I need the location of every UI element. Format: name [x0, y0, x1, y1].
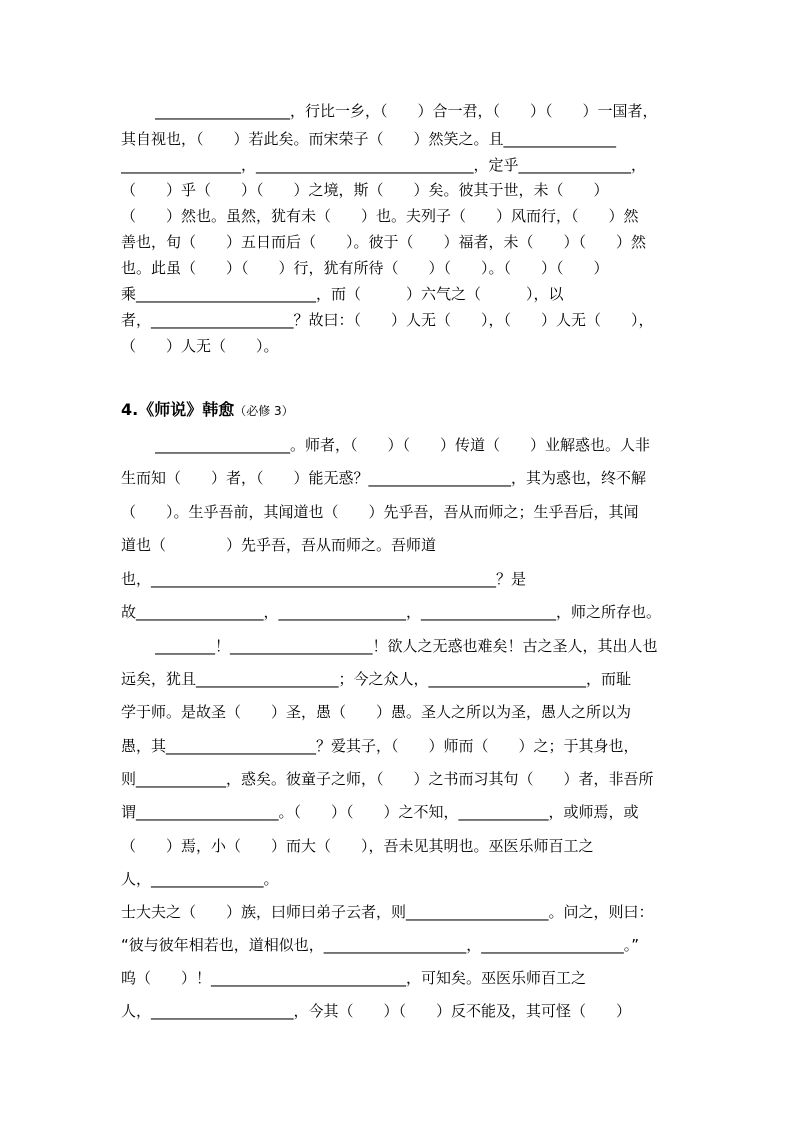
- shishuo-line-16: “彼与彼年相若也，道相似也，___________________，___________________。”: [121, 936, 640, 954]
- prev-line-2: 其自视也，（ ）若此矣。而宋荣子（ ）然笑之。且_______________: [121, 130, 617, 148]
- section-4-heading: [121, 399, 294, 422]
- shishuo-line-5: 也，______________________________________________？是: [121, 570, 527, 588]
- prev-line-10: （ ）人无（ ）。: [121, 337, 279, 355]
- shishuo-line-9: 学于师。是故圣（ ）圣，愚（ ）愚。圣人之所以为圣，愚人之所以为: [121, 703, 632, 721]
- shishuo-line-10: 愚，其____________________？爱其子，（ ）师而（ ）之；于其身也，: [121, 737, 639, 755]
- shishuo-line-4: 道也（ ）先乎吾，吾从而师之。吾师道: [121, 536, 437, 554]
- section-4-note: （必修 3）: [234, 404, 294, 418]
- shishuo-line-11: 则____________，惑矣。彼童子之师，（ ）之书而习其句（ ）者，非吾所: [121, 770, 654, 788]
- shishuo-line-6: 故_________________，_________________，__________________，师之所存也。: [121, 603, 662, 621]
- prev-line-9: 者，___________________？故曰：（ ）人无（ ），（ ）人无（ ），: [121, 311, 654, 329]
- shishuo-line-12: 谓___________________。（ ）（ ）之不知，____________，或师焉，或: [121, 803, 639, 821]
- section-4-title: 4.《师说》韩愈: [121, 400, 235, 419]
- shishuo-line-7: ________！___________________！欲人之无惑也难矣！古之圣人，其出人也: [155, 637, 658, 655]
- prev-line-1: __________________，行比一乡，（ ）合一君，（ ）（ ）一国者，: [155, 102, 658, 120]
- shishuo-line-3: （ ）。生乎吾前，其闻道也（ ）先乎吾，吾从而师之；生乎吾后，其闻: [121, 503, 639, 521]
- shishuo-line-14: 人，_______________。: [121, 870, 279, 888]
- prev-line-3: ________________，_____________________________，定乎_______________，: [121, 156, 647, 174]
- shishuo-line-13: （ ）焉，小（ ）而大（ ），吾未见其明也。巫医乐师百工之: [121, 837, 594, 855]
- shishuo-line-15: 士大夫之（ ）族，曰师曰弟子云者，则___________________。问之，则曰：: [121, 903, 654, 921]
- prev-line-5: （ ）然也。虽然，犹有未（ ）也。夫列子（ ）风而行，（ ）然: [121, 207, 639, 225]
- shishuo-line-2: 生而知（ ）者，（ ）能无惑？___________________，其为惑也，终不解: [121, 469, 647, 487]
- shishuo-line-18: 人，___________________，今其（ ）（ ）反不能及，其可怪（ ）: [121, 1002, 632, 1020]
- prev-line-8: 乘________________________，而（ ）六气之（ ），以: [121, 285, 564, 303]
- shishuo-line-8: 远矣，犹且___________________；今之众人，_____________________，而耻: [121, 670, 632, 688]
- prev-line-7: 也。此虽（ ）（ ）行，犹有所待（ ）（ ）。（ ）（ ）: [121, 259, 609, 277]
- shishuo-line-17: 呜（ ）！__________________________，可知矣。巫医乐师百工之: [121, 969, 587, 987]
- prev-line-6: 善也，旬（ ）五日而后（ ）。彼于（ ）福者，未（ ）（ ）然: [121, 233, 647, 251]
- prev-line-4: （ ）乎（ ）（ ）之境，斯（ ）矣。彼其于世，未（ ）: [121, 181, 609, 199]
- shishuo-line-1: __________________。师者，（ ）（ ）传道（ ）业解惑也。人非: [155, 436, 651, 454]
